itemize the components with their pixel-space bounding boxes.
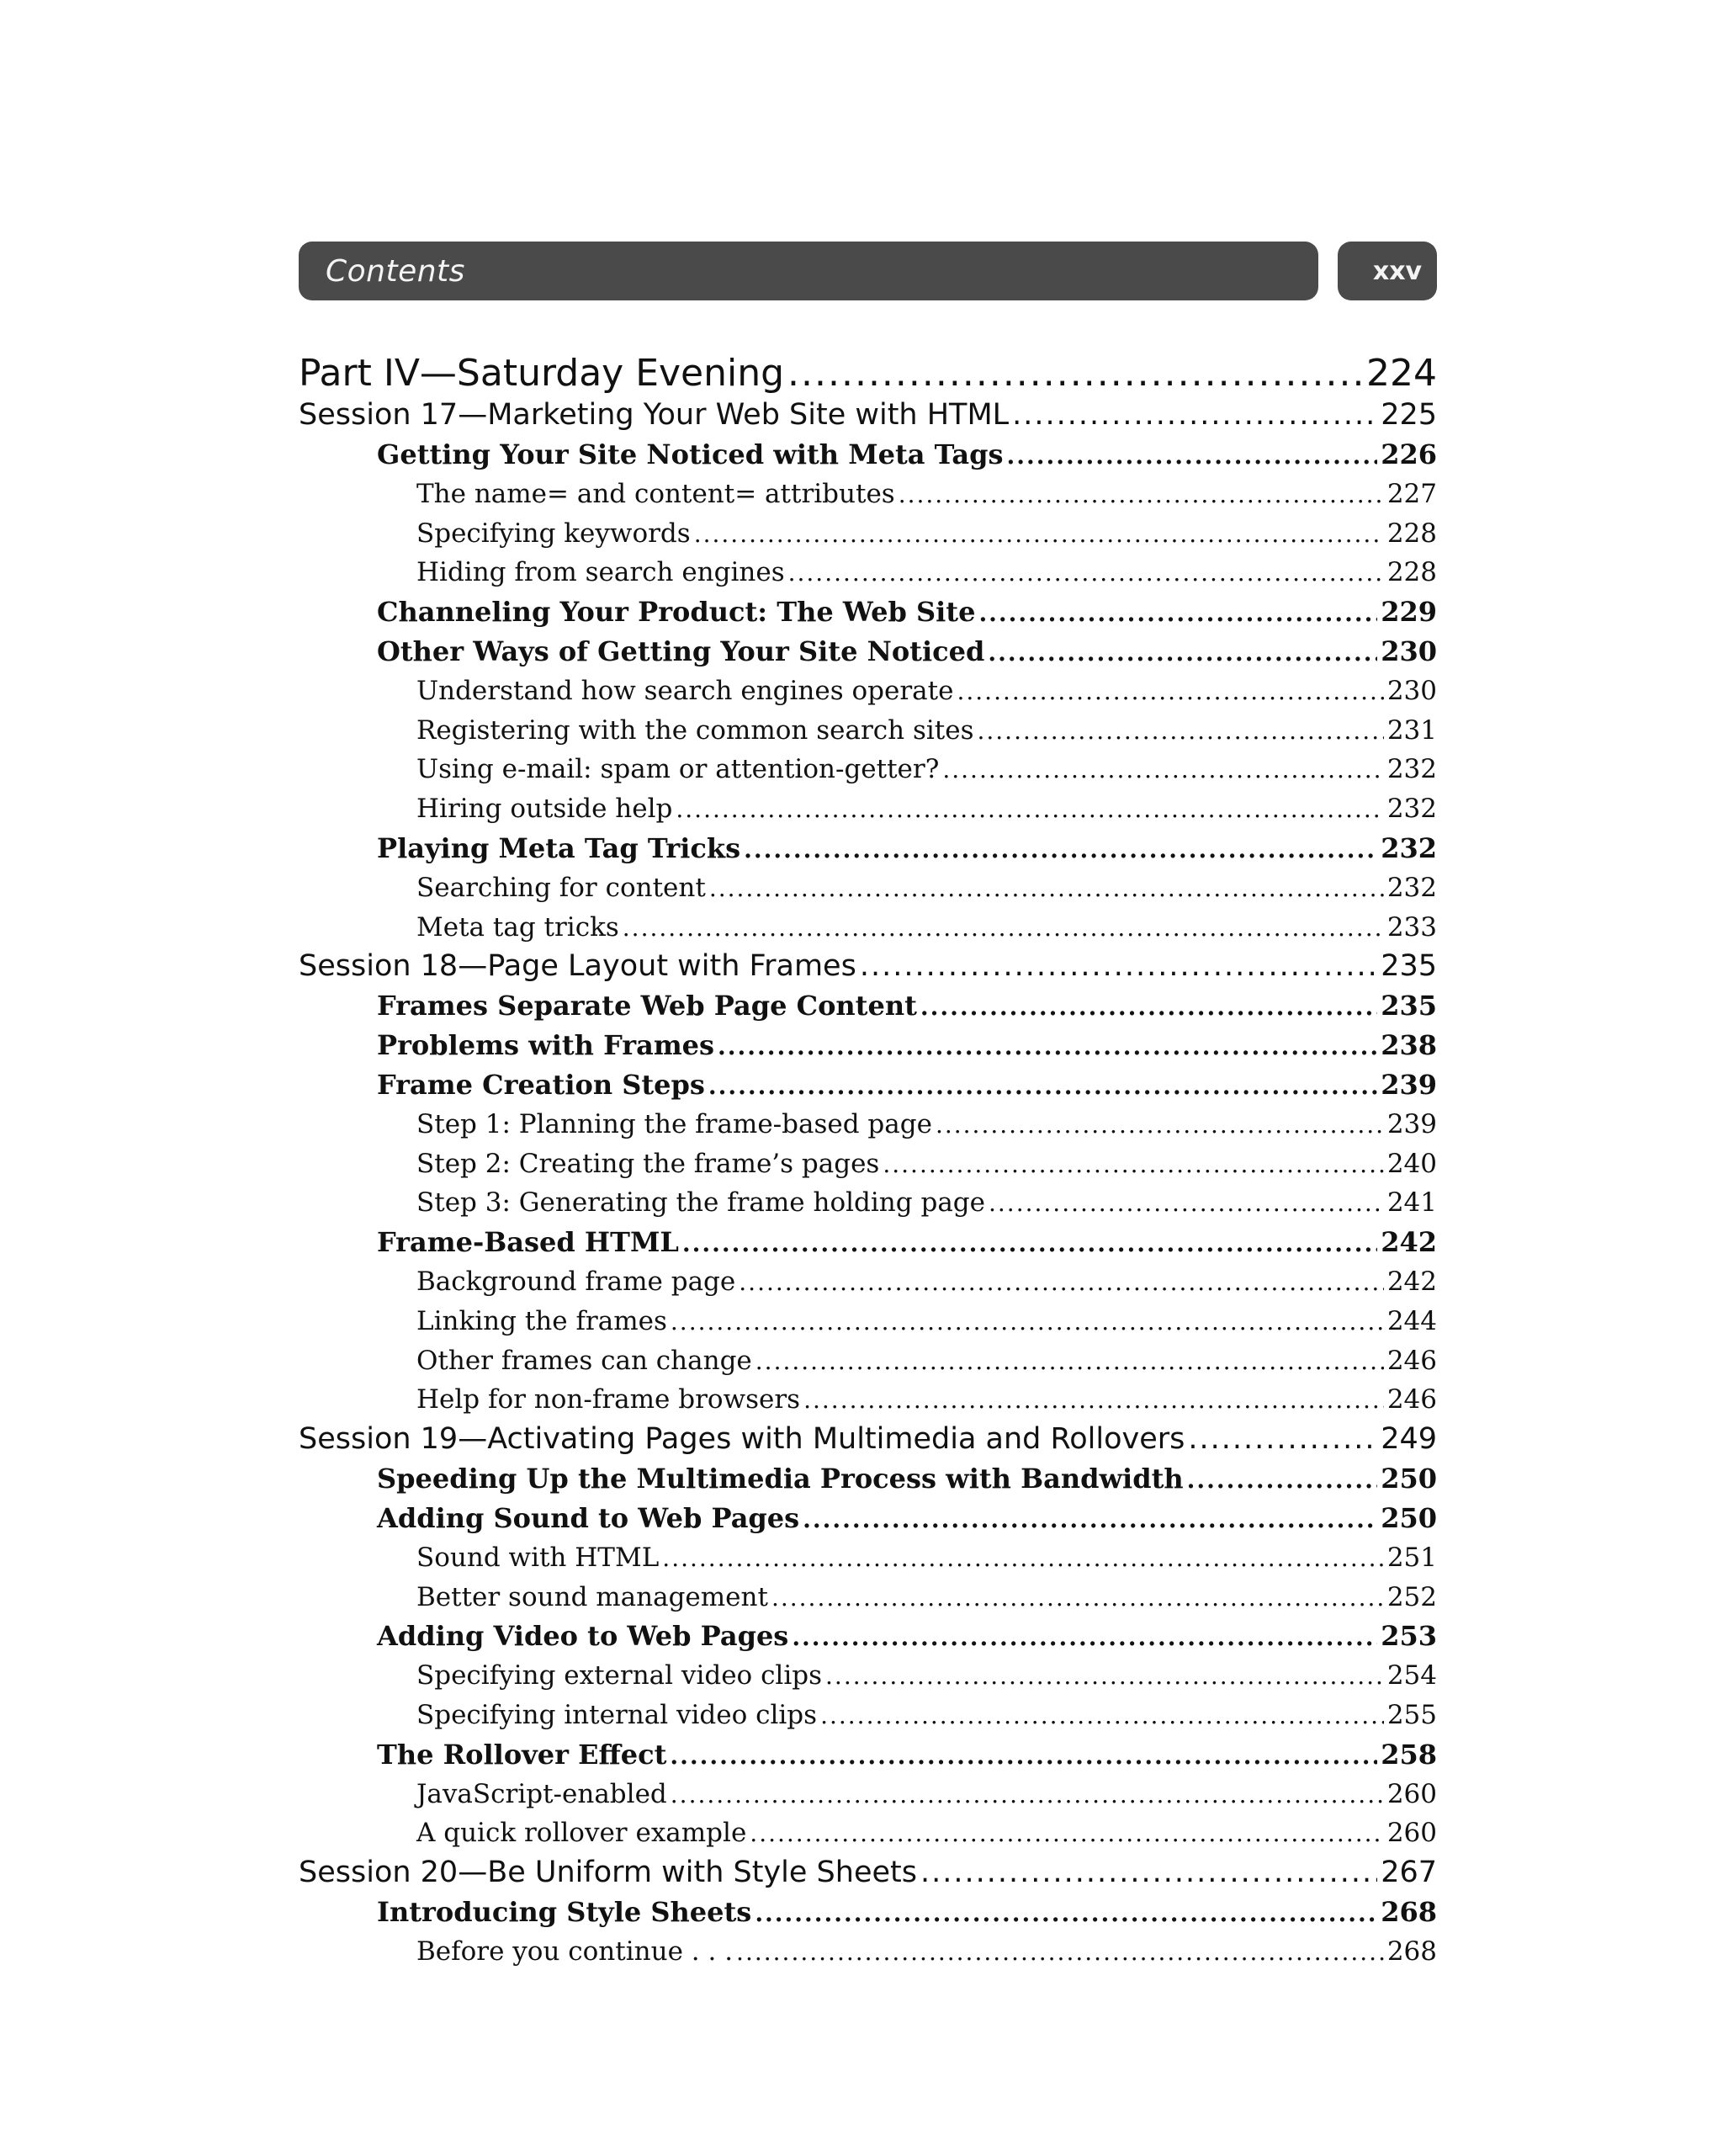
toc-entry-title: Session 19—Activating Pages with Multimedia and Rollovers xyxy=(299,1422,1185,1457)
toc-entry-title: Sound with HTML xyxy=(416,1542,660,1573)
toc-subsection-entry xyxy=(299,1775,1437,1814)
toc-entry-title: The Rollover Effect xyxy=(377,1738,667,1771)
toc-entry-page-number: 228 xyxy=(1386,557,1437,588)
toc-entry-title: JavaScript-enabled xyxy=(416,1778,667,1809)
toc-subsection-entry xyxy=(299,789,1437,829)
dot-leader xyxy=(920,1853,1377,1893)
toc-session-entry xyxy=(299,1853,1437,1893)
dot-leader xyxy=(883,1145,1383,1184)
toc-entry-page-number: 226 xyxy=(1381,438,1437,470)
toc-entry-page-number: 228 xyxy=(1386,518,1437,549)
toc-subsection-entry xyxy=(299,1341,1437,1381)
toc-entry-title: Other Ways of Getting Your Site Noticed xyxy=(377,635,985,667)
toc-subsection-entry xyxy=(299,1302,1437,1341)
toc-section-entry xyxy=(299,1617,1437,1656)
dot-leader xyxy=(820,1697,1384,1735)
toc-subsection-entry xyxy=(299,553,1437,592)
toc-entry-page-number: 252 xyxy=(1386,1581,1437,1612)
toc-entry-title: Getting Your Site Noticed with Meta Tags xyxy=(377,438,1004,470)
dot-leader xyxy=(755,1342,1384,1381)
toc-entry-page-number: 251 xyxy=(1386,1542,1437,1573)
toc-subsection-entry xyxy=(299,1696,1437,1735)
dot-leader xyxy=(709,869,1384,908)
toc-entry-title: Part IV—Saturday Evening xyxy=(299,352,785,395)
dot-leader xyxy=(803,1500,1377,1538)
toc-entry-page-number: 246 xyxy=(1386,1384,1437,1415)
dot-leader xyxy=(1187,1461,1378,1499)
toc-entry-page-number: 235 xyxy=(1381,990,1437,1022)
dot-leader xyxy=(977,712,1383,751)
toc-entry-page-number: 231 xyxy=(1386,714,1437,746)
running-header-bar xyxy=(299,242,1318,300)
toc-entry-title: Session 17—Marketing Your Web Site with HTML xyxy=(299,398,1010,432)
toc-part-entry xyxy=(299,352,1437,396)
toc-entry-page-number: 254 xyxy=(1386,1660,1437,1691)
dot-leader xyxy=(792,1618,1377,1656)
toc-entry-page-number: 267 xyxy=(1381,1856,1437,1890)
toc-section-entry xyxy=(299,592,1437,632)
toc-subsection-entry xyxy=(299,1932,1437,1972)
toc-entry-title: Session 20—Be Uniform with Style Sheets xyxy=(299,1856,917,1890)
toc-entry-page-number: 239 xyxy=(1381,1068,1437,1101)
toc-entry-page-number: 232 xyxy=(1381,831,1437,864)
toc-entry-page-number: 268 xyxy=(1386,1936,1437,1967)
toc-entry-title: Searching for content xyxy=(416,872,706,903)
toc-subsection-entry xyxy=(299,475,1437,514)
toc-entry-title: Frames Separate Web Page Content xyxy=(377,990,917,1022)
toc-entry-page-number: 268 xyxy=(1381,1896,1437,1929)
toc-entry-page-number: 233 xyxy=(1386,911,1437,943)
toc-entry-title: Adding Video to Web Pages xyxy=(377,1620,789,1653)
toc-subsection-entry xyxy=(299,1538,1437,1578)
toc-entry-page-number: 224 xyxy=(1366,352,1437,395)
toc-section-entry xyxy=(299,1026,1437,1065)
toc-entry-page-number: 229 xyxy=(1381,596,1437,629)
dot-leader xyxy=(1007,437,1378,475)
running-header-title: Contents xyxy=(326,253,465,289)
toc-entry-title: A quick rollover example xyxy=(416,1818,747,1849)
toc-entry-title: Frame-Based HTML xyxy=(377,1226,679,1259)
toc-subsection-entry xyxy=(299,1656,1437,1696)
dot-leader xyxy=(920,988,1377,1026)
dot-leader xyxy=(682,1224,1377,1262)
toc-entry-page-number: 230 xyxy=(1381,635,1437,667)
toc-entry-title: Introducing Style Sheets xyxy=(377,1896,752,1929)
dot-leader xyxy=(708,1067,1377,1105)
toc-entry-page-number: 246 xyxy=(1386,1345,1437,1376)
toc-subsection-entry xyxy=(299,1813,1437,1853)
toc-subsection-entry xyxy=(299,1578,1437,1617)
toc-entry-page-number: 260 xyxy=(1386,1778,1437,1809)
toc-section-entry xyxy=(299,1735,1437,1775)
toc-session-entry xyxy=(299,947,1437,986)
toc-entry-title: The name= and content= attributes xyxy=(416,478,895,509)
dot-leader xyxy=(662,1539,1384,1578)
toc-entry-page-number: 232 xyxy=(1386,872,1437,903)
toc-entry-title: Other frames can change xyxy=(416,1345,752,1376)
toc-subsection-entry xyxy=(299,1144,1437,1184)
dot-leader xyxy=(787,352,1363,396)
toc-subsection-entry xyxy=(299,711,1437,751)
toc-entry-page-number: 230 xyxy=(1386,675,1437,706)
toc-subsection-entry xyxy=(299,908,1437,948)
toc-entry-page-number: 235 xyxy=(1381,949,1437,984)
toc-entry-title: Hiding from search engines xyxy=(416,557,785,588)
dot-leader xyxy=(676,790,1383,829)
toc-entry-title: Before you continue . . . xyxy=(416,1936,734,1967)
dot-leader xyxy=(736,1933,1384,1972)
toc-section-entry xyxy=(299,1223,1437,1262)
toc-session-entry xyxy=(299,396,1437,435)
toc-entry-page-number: 260 xyxy=(1386,1818,1437,1849)
toc-entry-page-number: 244 xyxy=(1386,1305,1437,1336)
dot-leader xyxy=(771,1579,1384,1617)
toc-entry-page-number: 227 xyxy=(1386,478,1437,509)
toc-entry-title: Specifying keywords xyxy=(416,518,691,549)
toc-entry-page-number: 242 xyxy=(1386,1266,1437,1297)
toc-entry-page-number: 242 xyxy=(1381,1226,1437,1259)
dot-leader xyxy=(1012,396,1377,435)
toc-entry-page-number: 238 xyxy=(1381,1029,1437,1062)
toc-subsection-entry xyxy=(299,672,1437,711)
dot-leader xyxy=(936,1106,1384,1144)
dot-leader xyxy=(1188,1420,1377,1459)
dot-leader xyxy=(860,947,1377,986)
dot-leader xyxy=(750,1814,1384,1853)
dot-leader xyxy=(744,831,1377,868)
toc-entry-page-number: 250 xyxy=(1381,1501,1437,1534)
toc-subsection-entry xyxy=(299,1262,1437,1302)
dot-leader xyxy=(988,634,1377,672)
toc-section-entry xyxy=(299,632,1437,672)
dot-leader xyxy=(694,515,1384,554)
toc-entry-title: Channeling Your Product: The Web Site xyxy=(377,596,976,629)
dot-leader xyxy=(978,594,1377,632)
toc-entry-title: Step 3: Generating the frame holding page xyxy=(416,1187,985,1219)
toc-entry-page-number: 255 xyxy=(1386,1699,1437,1730)
toc-entry-title: Registering with the common search sites xyxy=(416,714,974,746)
dot-leader xyxy=(670,1737,1377,1775)
toc-entry-page-number: 240 xyxy=(1386,1148,1437,1179)
toc-section-entry xyxy=(299,1499,1437,1538)
page-number-badge: xxv xyxy=(1338,242,1437,300)
toc-entry-title: Session 18—Page Layout with Frames xyxy=(299,949,856,984)
dot-leader xyxy=(755,1894,1377,1932)
table-of-contents xyxy=(299,352,1437,1972)
toc-entry-title: Understand how search engines operate xyxy=(416,675,954,706)
toc-entry-title: Speeding Up the Multimedia Process with Bandwidth xyxy=(377,1463,1184,1495)
toc-entry-title: Better sound management xyxy=(416,1581,768,1612)
toc-subsection-entry xyxy=(299,1380,1437,1420)
toc-entry-title: Playing Meta Tag Tricks xyxy=(377,831,741,864)
toc-subsection-entry xyxy=(299,514,1437,554)
toc-entry-title: Linking the frames xyxy=(416,1305,667,1336)
toc-subsection-entry xyxy=(299,750,1437,789)
dot-leader xyxy=(739,1263,1384,1302)
toc-entry-title: Step 2: Creating the frame’s pages xyxy=(416,1148,880,1179)
toc-subsection-entry xyxy=(299,1105,1437,1144)
toc-section-entry xyxy=(299,1459,1437,1499)
dot-leader xyxy=(989,1184,1384,1223)
toc-entry-page-number: 253 xyxy=(1381,1620,1437,1653)
toc-section-entry xyxy=(299,435,1437,475)
toc-entry-title: Frame Creation Steps xyxy=(377,1068,705,1101)
dot-leader xyxy=(623,909,1384,948)
toc-entry-page-number: 225 xyxy=(1381,398,1437,432)
dot-leader xyxy=(803,1381,1384,1420)
toc-entry-title: Hiring outside help xyxy=(416,794,673,825)
toc-section-entry xyxy=(299,986,1437,1026)
dot-leader xyxy=(957,672,1383,711)
toc-entry-page-number: 250 xyxy=(1381,1463,1437,1495)
toc-entry-title: Using e-mail: spam or attention-getter? xyxy=(416,754,940,785)
toc-entry-page-number: 232 xyxy=(1386,754,1437,785)
dot-leader xyxy=(942,751,1383,789)
toc-section-entry xyxy=(299,1065,1437,1105)
toc-section-entry xyxy=(299,1893,1437,1932)
dot-leader xyxy=(899,475,1384,514)
dot-leader xyxy=(718,1028,1377,1065)
toc-entry-title: Adding Sound to Web Pages xyxy=(377,1501,800,1534)
toc-entry-page-number: 232 xyxy=(1386,794,1437,825)
toc-entry-title: Meta tag tricks xyxy=(416,911,619,943)
toc-entry-page-number: 258 xyxy=(1381,1738,1437,1771)
toc-entry-title: Step 1: Planning the frame-based page xyxy=(416,1108,932,1139)
dot-leader xyxy=(671,1776,1384,1814)
toc-subsection-entry xyxy=(299,868,1437,908)
toc-session-entry xyxy=(299,1420,1437,1459)
toc-subsection-entry xyxy=(299,1183,1437,1223)
toc-entry-title: Problems with Frames xyxy=(377,1029,715,1062)
toc-entry-title: Background frame page xyxy=(416,1266,736,1297)
toc-entry-title: Specifying external video clips xyxy=(416,1660,823,1691)
dot-leader xyxy=(788,554,1384,592)
toc-entry-title: Specifying internal video clips xyxy=(416,1699,818,1730)
dot-leader xyxy=(671,1303,1384,1341)
toc-entry-page-number: 249 xyxy=(1381,1422,1437,1457)
toc-entry-title: Help for non-frame browsers xyxy=(416,1384,801,1415)
toc-entry-page-number: 239 xyxy=(1386,1108,1437,1139)
dot-leader xyxy=(825,1657,1384,1696)
toc-entry-page-number: 241 xyxy=(1386,1187,1437,1219)
toc-section-entry xyxy=(299,829,1437,868)
